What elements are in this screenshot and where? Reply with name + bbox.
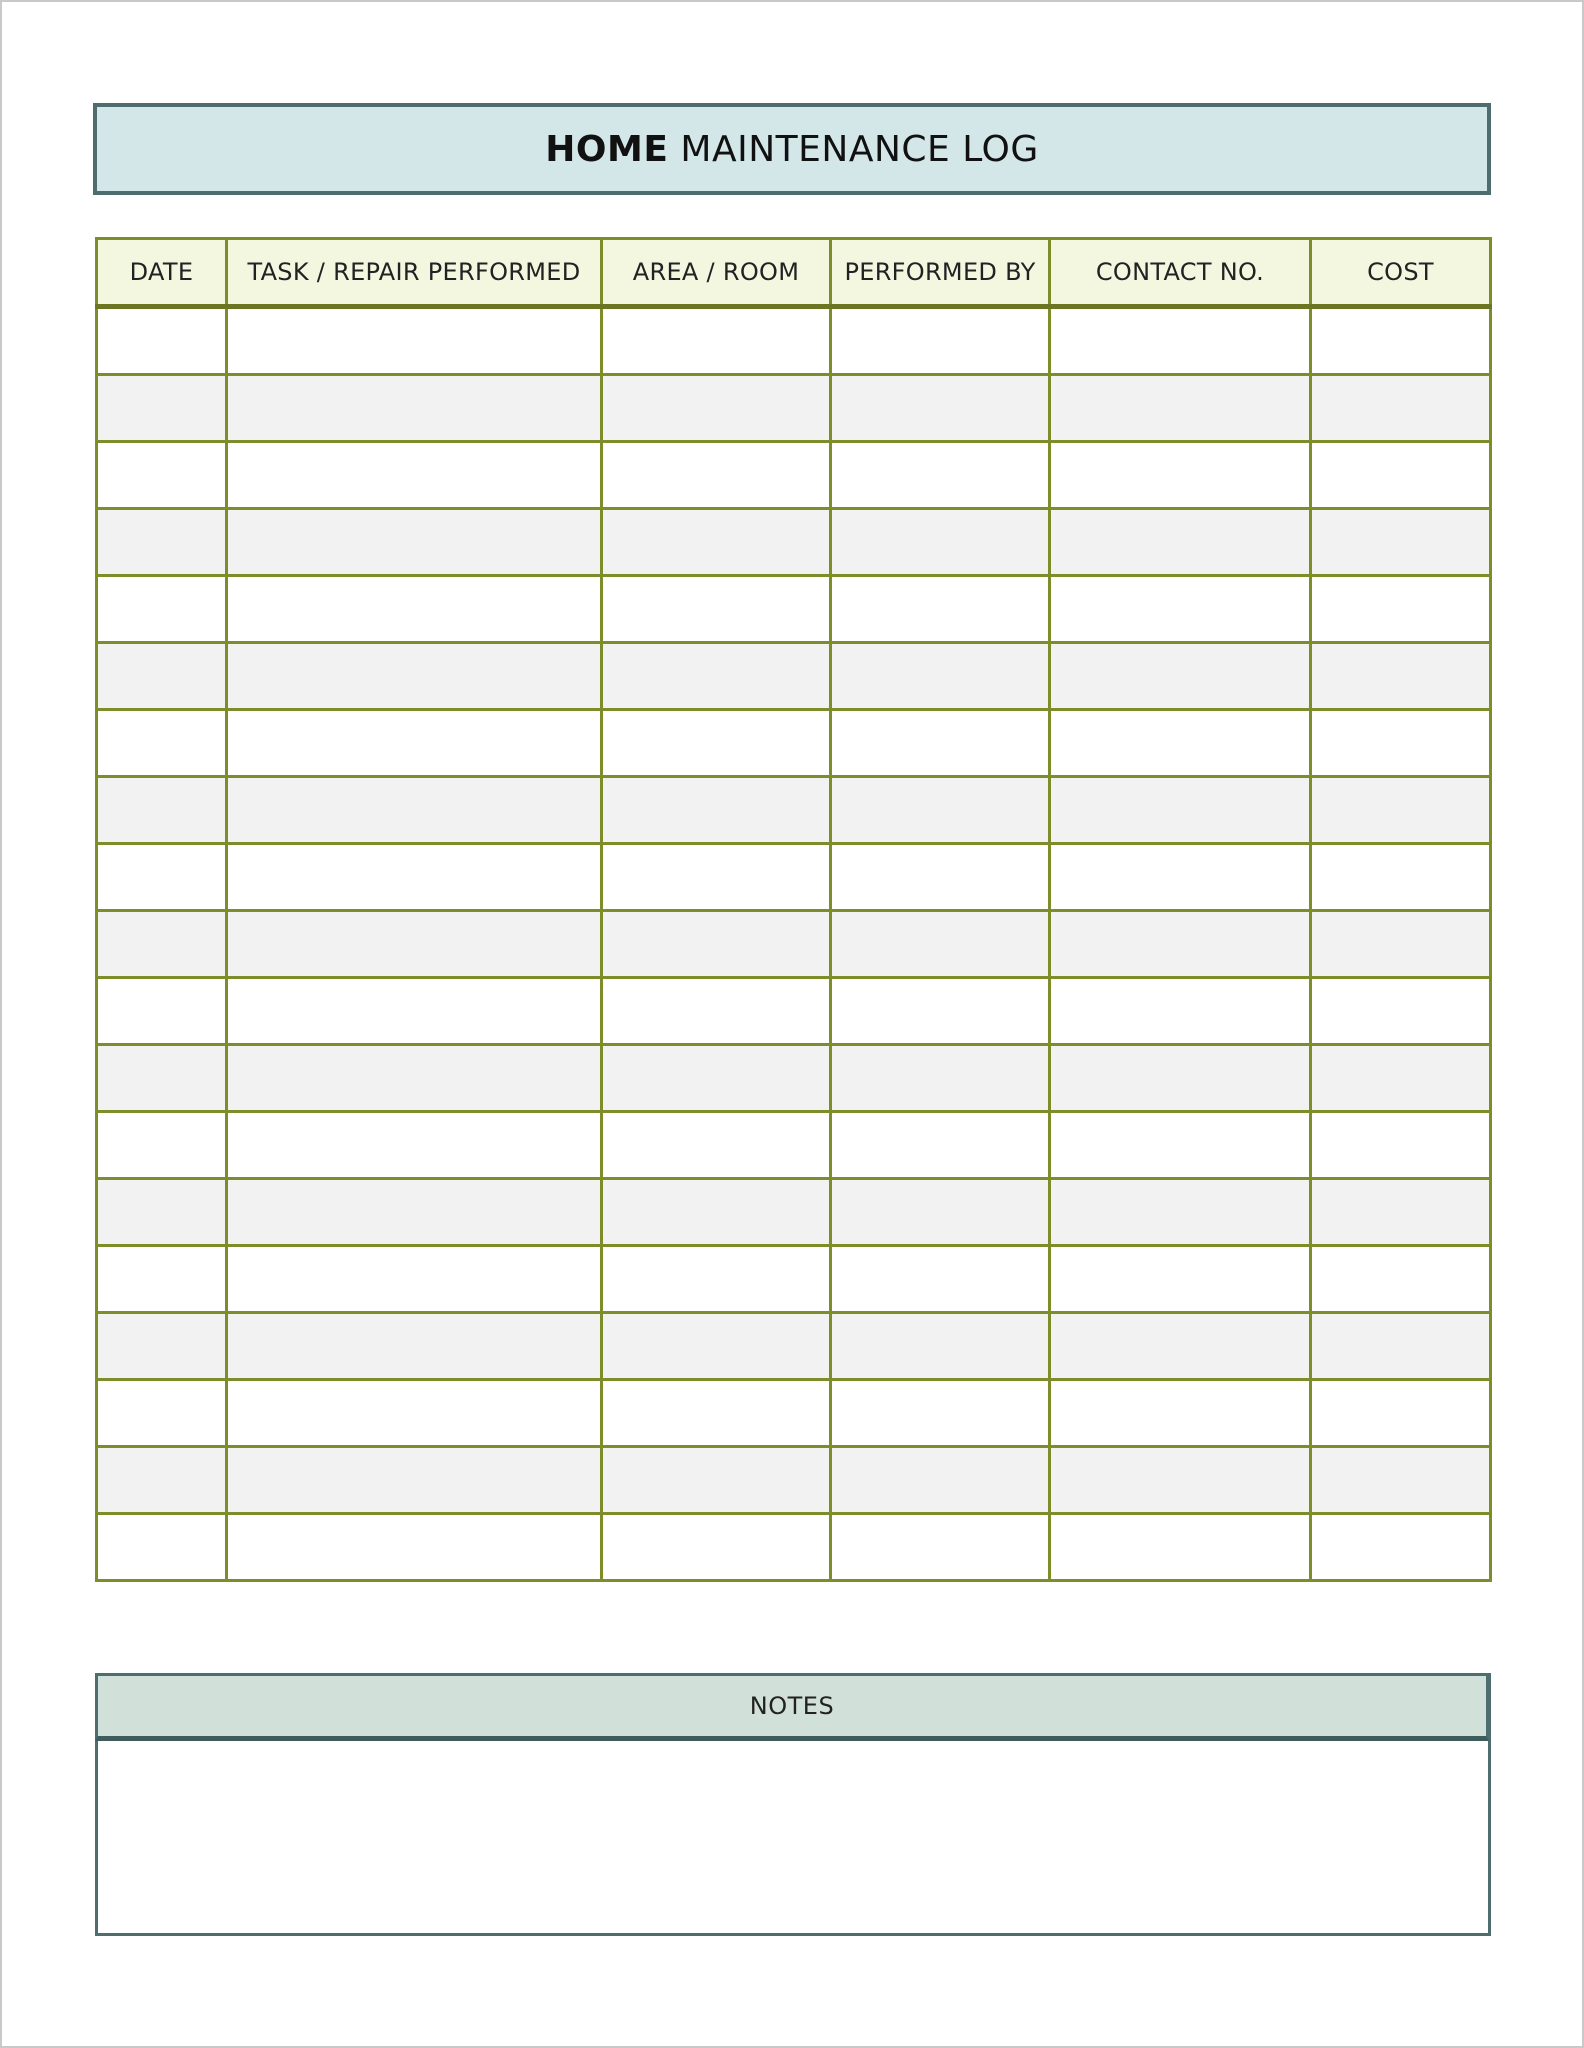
cell-performed-by[interactable] <box>831 375 1050 442</box>
cell-contact[interactable] <box>1050 509 1311 576</box>
cell-contact[interactable] <box>1050 777 1311 844</box>
cell-area[interactable] <box>602 1045 831 1112</box>
cell-date[interactable] <box>97 307 227 375</box>
cell-contact[interactable] <box>1050 1380 1311 1447</box>
cell-cost[interactable] <box>1311 375 1491 442</box>
cell-performed-by[interactable] <box>831 1514 1050 1581</box>
cell-date[interactable] <box>97 1045 227 1112</box>
cell-contact[interactable] <box>1050 307 1311 375</box>
cell-contact[interactable] <box>1050 911 1311 978</box>
notes-header: NOTES <box>95 1673 1489 1741</box>
cell-performed-by[interactable] <box>831 911 1050 978</box>
cell-cost[interactable] <box>1311 1045 1491 1112</box>
cell-task[interactable] <box>227 1045 602 1112</box>
cell-cost[interactable] <box>1311 1514 1491 1581</box>
cell-performed-by[interactable] <box>831 1246 1050 1313</box>
cell-contact[interactable] <box>1050 1045 1311 1112</box>
cell-area[interactable] <box>602 375 831 442</box>
cell-date[interactable] <box>97 509 227 576</box>
table-row <box>97 1045 1491 1112</box>
cell-contact[interactable] <box>1050 844 1311 911</box>
cell-task[interactable] <box>227 1179 602 1246</box>
cell-area[interactable] <box>602 1246 831 1313</box>
cell-performed-by[interactable] <box>831 509 1050 576</box>
cell-cost[interactable] <box>1311 509 1491 576</box>
page-title <box>93 103 1491 195</box>
cell-date[interactable] <box>97 1380 227 1447</box>
table-row <box>97 911 1491 978</box>
cell-task[interactable] <box>227 307 602 375</box>
column-header-date: DATE <box>97 239 227 307</box>
table-row <box>97 375 1491 442</box>
cell-cost[interactable] <box>1311 911 1491 978</box>
cell-date[interactable] <box>97 978 227 1045</box>
cell-cost[interactable] <box>1311 844 1491 911</box>
table-row <box>97 1246 1491 1313</box>
table-row <box>97 1313 1491 1380</box>
cell-contact[interactable] <box>1050 1447 1311 1514</box>
cell-cost[interactable] <box>1311 1313 1491 1380</box>
cell-performed-by[interactable] <box>831 576 1050 643</box>
cell-task[interactable] <box>227 1313 602 1380</box>
cell-task[interactable] <box>227 375 602 442</box>
cell-area[interactable] <box>602 844 831 911</box>
cell-contact[interactable] <box>1050 576 1311 643</box>
cell-area[interactable] <box>602 777 831 844</box>
table-row <box>97 777 1491 844</box>
table-row <box>97 710 1491 777</box>
cell-area[interactable] <box>602 710 831 777</box>
column-header-performed-by: PERFORMED BY <box>831 239 1050 307</box>
table-body <box>97 307 1491 1581</box>
cell-task[interactable] <box>227 509 602 576</box>
column-header-task: TASK / REPAIR PERFORMED <box>227 239 602 307</box>
cell-cost[interactable] <box>1311 576 1491 643</box>
table-row <box>97 576 1491 643</box>
cell-area[interactable] <box>602 1514 831 1581</box>
table-row <box>97 1447 1491 1514</box>
cell-contact[interactable] <box>1050 1313 1311 1380</box>
cell-performed-by[interactable] <box>831 1447 1050 1514</box>
column-header-area: AREA / ROOM <box>602 239 831 307</box>
table-row <box>97 1112 1491 1179</box>
cell-cost[interactable] <box>1311 1447 1491 1514</box>
cell-area[interactable] <box>602 1112 831 1179</box>
cell-performed-by[interactable] <box>831 1313 1050 1380</box>
cell-performed-by[interactable] <box>831 307 1050 375</box>
cell-cost[interactable] <box>1311 1380 1491 1447</box>
cell-performed-by[interactable] <box>831 643 1050 710</box>
cell-date[interactable] <box>97 1179 227 1246</box>
table-row <box>97 307 1491 375</box>
cell-contact[interactable] <box>1050 1246 1311 1313</box>
cell-date[interactable] <box>97 844 227 911</box>
cell-task[interactable] <box>227 442 602 509</box>
cell-date[interactable] <box>97 1112 227 1179</box>
maintenance-log-table <box>95 237 1492 1582</box>
cell-cost[interactable] <box>1311 307 1491 375</box>
cell-date[interactable] <box>97 1246 227 1313</box>
cell-area[interactable] <box>602 576 831 643</box>
cell-contact[interactable] <box>1050 1514 1311 1581</box>
cell-area[interactable] <box>602 643 831 710</box>
cell-task[interactable] <box>227 710 602 777</box>
cell-contact[interactable] <box>1050 643 1311 710</box>
cell-area[interactable] <box>602 442 831 509</box>
cell-area[interactable] <box>602 1313 831 1380</box>
cell-area[interactable] <box>602 1380 831 1447</box>
cell-contact[interactable] <box>1050 710 1311 777</box>
table-header-row <box>97 239 1491 307</box>
cell-performed-by[interactable] <box>831 442 1050 509</box>
cell-date[interactable] <box>97 375 227 442</box>
cell-date[interactable] <box>97 1447 227 1514</box>
table-row <box>97 978 1491 1045</box>
column-header-cost: COST <box>1311 239 1491 307</box>
cell-task[interactable] <box>227 1380 602 1447</box>
cell-task[interactable] <box>227 643 602 710</box>
cell-area[interactable] <box>602 509 831 576</box>
cell-date[interactable] <box>97 911 227 978</box>
cell-area[interactable] <box>602 978 831 1045</box>
cell-performed-by[interactable] <box>831 777 1050 844</box>
cell-date[interactable] <box>97 576 227 643</box>
cell-performed-by[interactable] <box>831 844 1050 911</box>
cell-contact[interactable] <box>1050 1112 1311 1179</box>
cell-area[interactable] <box>602 1447 831 1514</box>
cell-date[interactable] <box>97 710 227 777</box>
cell-task[interactable] <box>227 911 602 978</box>
table-row <box>97 442 1491 509</box>
cell-date[interactable] <box>97 643 227 710</box>
cell-area[interactable] <box>602 1179 831 1246</box>
cell-contact[interactable] <box>1050 375 1311 442</box>
cell-cost[interactable] <box>1311 978 1491 1045</box>
cell-date[interactable] <box>97 1514 227 1581</box>
cell-contact[interactable] <box>1050 442 1311 509</box>
cell-performed-by[interactable] <box>831 1112 1050 1179</box>
cell-task[interactable] <box>227 1112 602 1179</box>
cell-date[interactable] <box>97 442 227 509</box>
cell-cost[interactable] <box>1311 777 1491 844</box>
table-row <box>97 509 1491 576</box>
cell-date[interactable] <box>97 777 227 844</box>
cell-contact[interactable] <box>1050 978 1311 1045</box>
cell-task[interactable] <box>227 1514 602 1581</box>
title-rest: MAINTENANCE LOG <box>680 128 1039 170</box>
table-row <box>97 844 1491 911</box>
table-row <box>97 1514 1491 1581</box>
cell-task[interactable] <box>227 978 602 1045</box>
cell-task[interactable] <box>227 777 602 844</box>
cell-area[interactable] <box>602 307 831 375</box>
cell-cost[interactable] <box>1311 1179 1491 1246</box>
cell-cost[interactable] <box>1311 1112 1491 1179</box>
cell-task[interactable] <box>227 576 602 643</box>
cell-performed-by[interactable] <box>831 1045 1050 1112</box>
cell-performed-by[interactable] <box>831 1179 1050 1246</box>
cell-contact[interactable] <box>1050 1179 1311 1246</box>
cell-performed-by[interactable] <box>831 710 1050 777</box>
title-bold: HOME <box>545 128 669 170</box>
cell-cost[interactable] <box>1311 710 1491 777</box>
cell-date[interactable] <box>97 1313 227 1380</box>
table-row <box>97 1380 1491 1447</box>
cell-task[interactable] <box>227 1447 602 1514</box>
cell-task[interactable] <box>227 844 602 911</box>
cell-task[interactable] <box>227 1246 602 1313</box>
cell-area[interactable] <box>602 911 831 978</box>
table-row <box>97 1179 1491 1246</box>
cell-cost[interactable] <box>1311 1246 1491 1313</box>
table-row <box>97 643 1491 710</box>
cell-performed-by[interactable] <box>831 1380 1050 1447</box>
cell-performed-by[interactable] <box>831 978 1050 1045</box>
cell-cost[interactable] <box>1311 442 1491 509</box>
cell-cost[interactable] <box>1311 643 1491 710</box>
column-header-contact: CONTACT NO. <box>1050 239 1311 307</box>
